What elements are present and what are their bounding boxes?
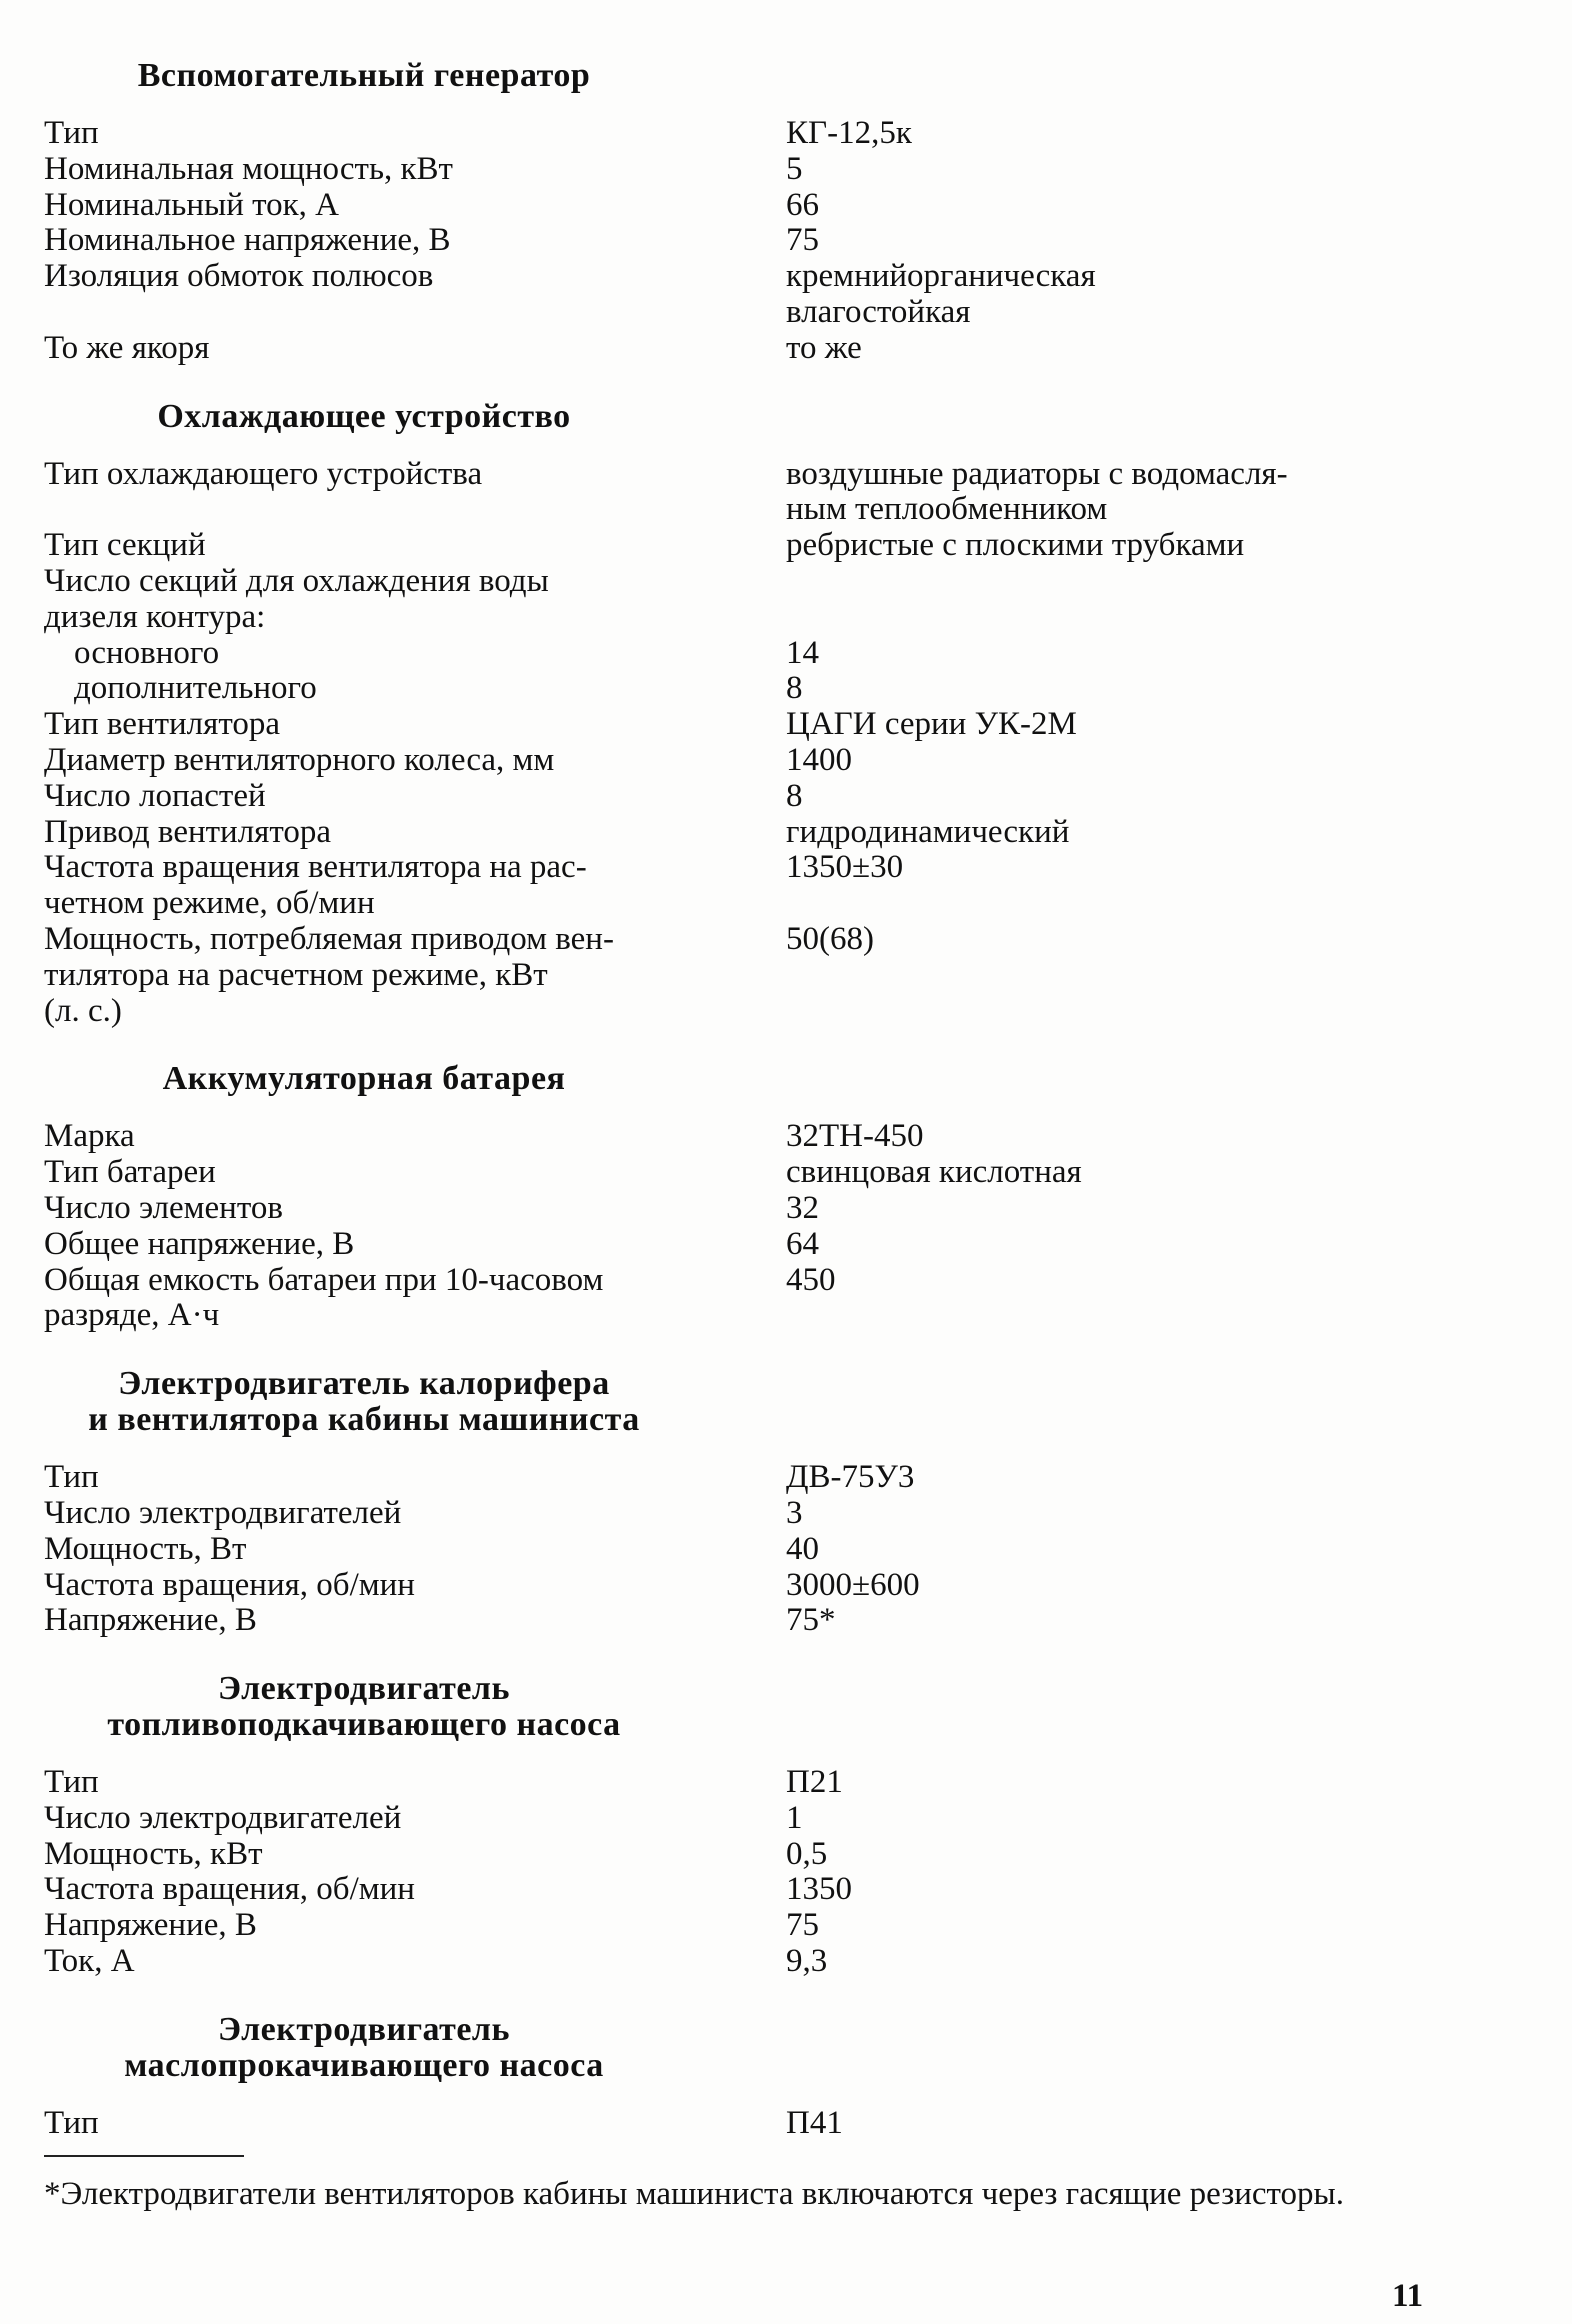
spec-value	[786, 1298, 1444, 1334]
spec-label: То же якоря	[44, 329, 210, 366]
spec-value: 8	[786, 670, 803, 707]
spec-label: Привод вентилятора	[44, 813, 331, 850]
spec-row	[44, 1801, 1444, 1837]
spec-row	[44, 1908, 1444, 1944]
spec-label	[44, 295, 786, 331]
spec-label: Тип охлаждающего устройства	[44, 455, 483, 492]
spec-label: тилятора на расчетном режиме, кВт	[44, 956, 548, 993]
spec-value: 75*	[786, 1602, 836, 1639]
spec-row	[44, 528, 1444, 564]
spec-row	[44, 295, 1444, 331]
footnote-separator	[44, 2155, 244, 2157]
spec-row	[44, 259, 1444, 295]
spec-label: Тип	[44, 115, 99, 151]
spec-value: 1	[786, 1799, 803, 1836]
spec-label: Частота вращения вентилятора на рас-	[44, 849, 587, 886]
spec-row	[44, 2106, 1444, 2142]
spec-row	[44, 152, 1444, 188]
spec-label: Номинальный ток, А	[44, 186, 339, 223]
spec-row	[44, 779, 1444, 815]
spec-row	[44, 1944, 1444, 1980]
spec-row	[44, 1603, 1444, 1639]
spec-value: 3000±600	[786, 1566, 920, 1603]
spec-value: 40	[786, 1530, 819, 1567]
spec-value: 450	[786, 1261, 836, 1298]
spec-value: 75	[786, 222, 819, 259]
spec-row	[44, 1227, 1444, 1263]
spec-label: Тип	[44, 1459, 99, 1496]
spec-row	[44, 850, 1444, 886]
spec-label: Число лопастей	[44, 777, 266, 814]
spec-value	[786, 886, 1444, 922]
spec-value: 9,3	[786, 1943, 828, 1980]
spec-label: основного	[74, 634, 220, 671]
footnote: *Электродвигатели вентиляторов кабины машиниста включаются через гасящие резисторы.	[44, 2176, 1344, 2212]
spec-label: четном режиме, об/мин	[44, 885, 375, 922]
spec-label: Тип секций	[44, 527, 206, 564]
spec-value: 8	[786, 777, 803, 814]
spec-value: П41	[786, 2104, 843, 2141]
spec-row	[44, 1191, 1444, 1227]
section-title-aux-generator: Вспомогательный генератор	[137, 57, 591, 94]
section-title-fuel-pump-motor-line1: Электродвигатель	[218, 1670, 510, 1708]
spec-label: Число электродвигателей	[44, 1799, 402, 1836]
spec-value: 50(68)	[786, 920, 874, 957]
spec-row	[44, 958, 1444, 994]
spec-label: Общее напряжение, В	[44, 1225, 355, 1262]
spec-label: Тип вентилятора	[44, 706, 280, 743]
spec-value: 32ТН-450	[786, 1118, 924, 1155]
spec-value: кремнийорганическая	[786, 258, 1096, 295]
spec-row	[44, 457, 1444, 493]
spec-value	[786, 564, 1444, 600]
spec-label: Мощность, потребляемая приводом вен-	[44, 920, 614, 957]
spec-row	[44, 636, 1444, 672]
spec-value	[786, 994, 1444, 1030]
spec-row	[44, 1155, 1444, 1191]
spec-value: 32	[786, 1189, 819, 1226]
spec-value: ным теплообменником	[786, 491, 1108, 528]
section-title-battery: Аккумуляторная батарея	[162, 1060, 566, 1098]
spec-row	[44, 671, 1444, 707]
spec-row	[44, 922, 1444, 958]
spec-value: П21	[786, 1764, 843, 1801]
spec-content	[44, 58, 1444, 2142]
section-title-oil-pump-motor-line2: маслопрокачивающего насоса	[124, 2046, 604, 2084]
spec-row	[44, 994, 1444, 1030]
spec-row	[44, 492, 1444, 528]
spec-value	[786, 958, 1444, 994]
spec-row	[44, 886, 1444, 922]
spec-value: ДВ-75У3	[786, 1459, 915, 1496]
section-title-heater-motor-line1: Электродвигатель калорифера	[118, 1365, 610, 1403]
spec-row	[44, 1263, 1444, 1299]
spec-label: Тип батареи	[44, 1154, 216, 1191]
spec-row	[44, 815, 1444, 851]
section-title-fuel-pump-motor-line2: топливоподкачивающего насоса	[107, 1706, 621, 1744]
spec-label: Ток, А	[44, 1943, 135, 1980]
spec-label: Частота вращения, об/мин	[44, 1566, 415, 1603]
spec-row	[44, 1298, 1444, 1334]
section-title-cooling: Охлаждающее устройство	[157, 397, 571, 435]
spec-label: (л. с.)	[44, 992, 122, 1029]
spec-value: 64	[786, 1225, 819, 1262]
spec-value: 75	[786, 1907, 819, 1944]
spec-label: Мощность, кВт	[44, 1835, 263, 1872]
spec-value: гидродинамический	[786, 813, 1070, 850]
spec-row	[44, 223, 1444, 259]
spec-label: Изоляция обмоток полюсов	[44, 258, 434, 295]
spec-label: Напряжение, В	[44, 1907, 257, 1944]
section-title-oil-pump-motor-line1: Электродвигатель	[218, 2010, 510, 2048]
spec-label: Общая емкость батареи при 10-часовом	[44, 1261, 604, 1298]
spec-label	[44, 492, 786, 528]
spec-label: Число секций для охлаждения воды	[44, 562, 549, 599]
spec-row	[44, 1532, 1444, 1568]
spec-label: Диаметр вентиляторного колеса, мм	[44, 741, 555, 778]
spec-value: 3	[786, 1494, 803, 1531]
spec-label: дизеля контура:	[44, 598, 266, 635]
spec-row	[44, 1568, 1444, 1604]
spec-value: 66	[786, 186, 819, 223]
spec-value: 5	[786, 150, 803, 187]
spec-value: влагостойкая	[786, 293, 971, 330]
spec-label: Тип	[44, 1764, 99, 1801]
spec-label: Мощность, Вт	[44, 1530, 247, 1567]
spec-label: Напряжение, В	[44, 1602, 257, 1639]
spec-value: 0,5	[786, 1835, 828, 1872]
page-number: 11	[1392, 2278, 1424, 2314]
spec-label: дополнительного	[74, 670, 317, 707]
spec-value: КГ-12,5к	[786, 115, 912, 151]
spec-row	[44, 331, 1444, 367]
spec-row	[44, 1765, 1444, 1801]
spec-row	[44, 1460, 1444, 1496]
spec-value: то же	[786, 329, 862, 366]
spec-row	[44, 116, 1444, 152]
spec-label: Число элементов	[44, 1189, 283, 1226]
spec-label: разряде, А·ч	[44, 1297, 220, 1334]
spec-row	[44, 707, 1444, 743]
spec-value: ЦАГИ серии УК-2М	[786, 706, 1077, 743]
spec-row	[44, 600, 1444, 636]
spec-row	[44, 188, 1444, 224]
spec-row	[44, 1119, 1444, 1155]
spec-value	[786, 600, 1444, 636]
spec-value: 1350±30	[786, 849, 904, 886]
spec-label: Частота вращения, об/мин	[44, 1871, 415, 1908]
spec-label: Марка	[44, 1118, 135, 1155]
spec-label: Тип	[44, 2104, 99, 2141]
spec-row	[44, 1837, 1444, 1873]
spec-row	[44, 564, 1444, 600]
spec-value: воздушные радиаторы с водомасля-	[786, 455, 1288, 492]
spec-row	[44, 743, 1444, 779]
spec-value: 1400	[786, 741, 852, 778]
spec-value: 14	[786, 634, 819, 671]
spec-label: Номинальная мощность, кВт	[44, 150, 453, 187]
spec-value: 1350	[786, 1871, 852, 1908]
section-title-heater-motor-line2: и вентилятора кабины машиниста	[88, 1401, 640, 1439]
spec-label: Номинальное напряжение, В	[44, 222, 451, 259]
spec-value: свинцовая кислотная	[786, 1154, 1082, 1191]
spec-row	[44, 1872, 1444, 1908]
spec-label: Число электродвигателей	[44, 1494, 402, 1531]
spec-row	[44, 1496, 1444, 1532]
spec-value: ребристые с плоскими трубками	[786, 527, 1245, 564]
